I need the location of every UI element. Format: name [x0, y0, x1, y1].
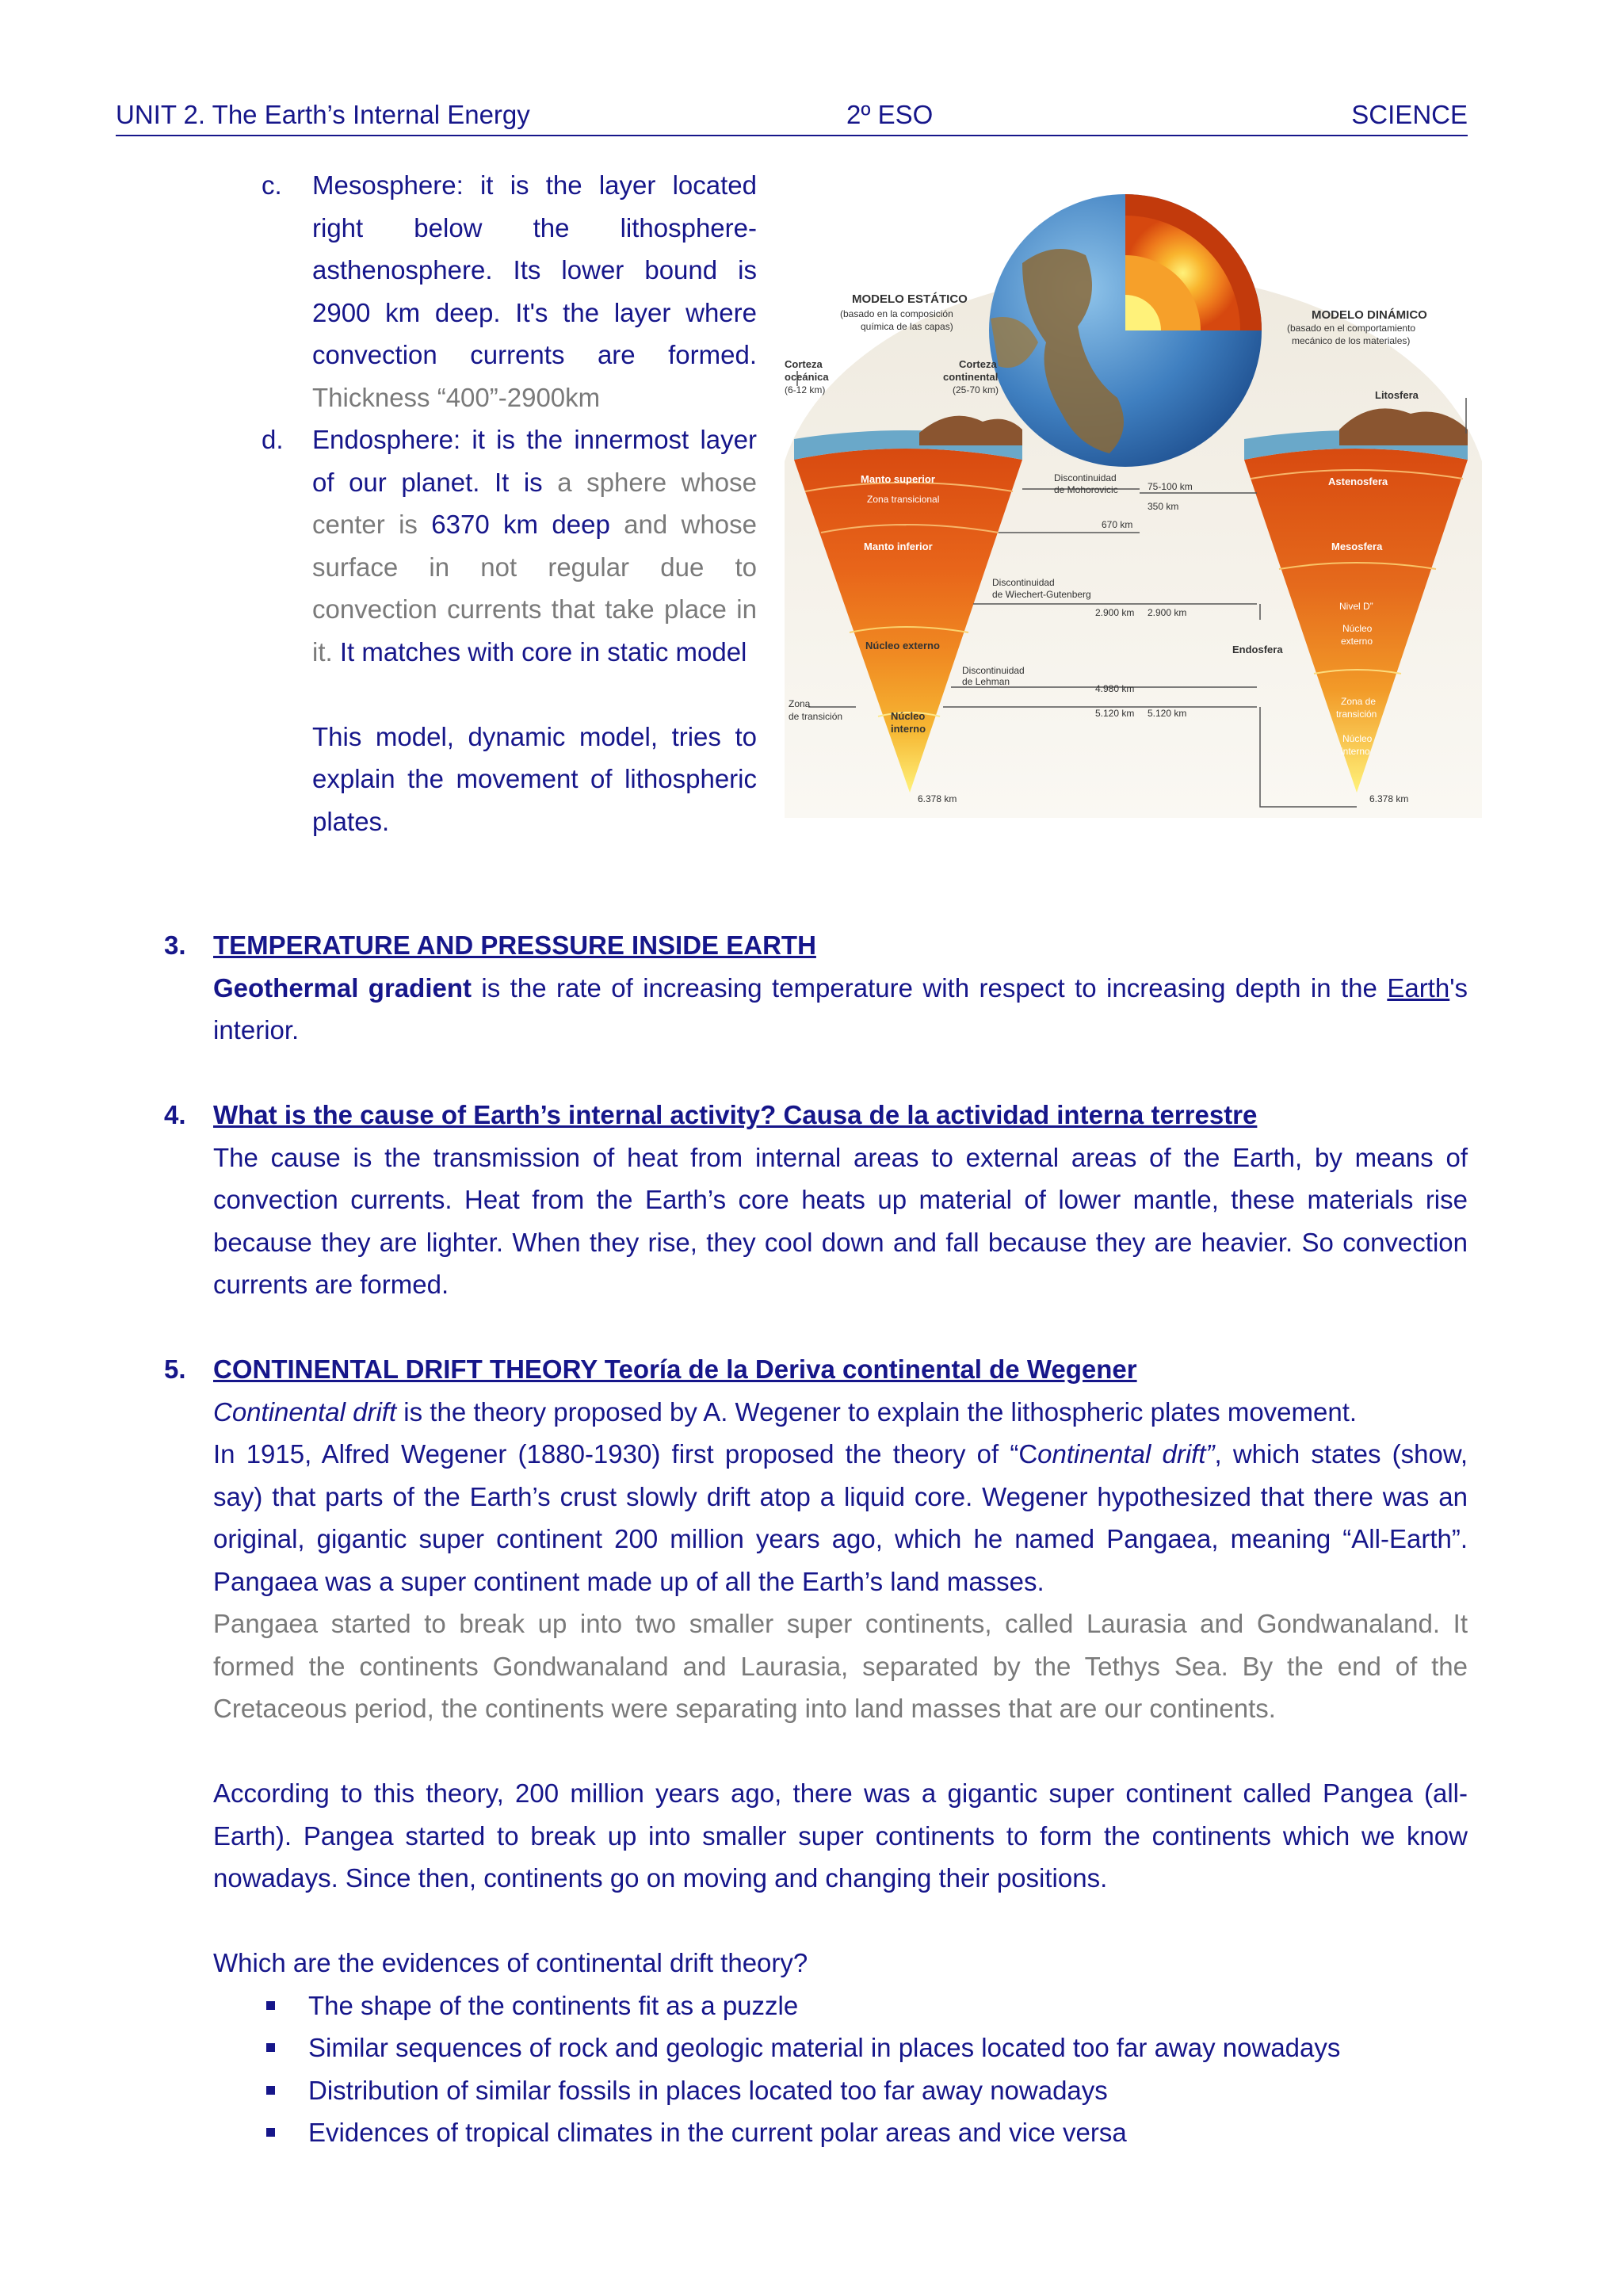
wegener-paragraph	[213, 1433, 1468, 1603]
km-6378-right: 6.378 km	[1369, 793, 1409, 804]
section-5-body	[164, 1391, 1468, 2154]
list-marker: d.	[262, 425, 284, 454]
static-model-sub2: química de las capas)	[861, 321, 953, 332]
nucleo-interno-dyn-2: interno	[1341, 746, 1370, 757]
list-item	[213, 2111, 1468, 2154]
evidence-list	[213, 1985, 1468, 2154]
zona-transicional-label: Zona transicional	[867, 494, 940, 505]
list-item	[213, 2069, 1468, 2112]
evidences-question: Which are the evidences of continental drift theory?	[213, 1948, 808, 1977]
nucleo-externo-dyn-1: Núcleo	[1342, 623, 1373, 634]
mesosfera-label: Mesosfera	[1331, 541, 1383, 552]
evidence-text: Evidences of tropical climates in the current polar areas and vice versa	[308, 2118, 1127, 2147]
drift-definition	[213, 1391, 1468, 1434]
section-number: 4.	[164, 1100, 186, 1129]
list-item	[213, 2027, 1468, 2069]
layer-list	[262, 164, 757, 842]
section-title: What is the cause of Earth’s internal activity? Causa de la actividad interna terrestre	[213, 1100, 1258, 1129]
nucleo-externo-dyn-2: externo	[1341, 636, 1373, 647]
manto-inferior-label: Manto inferior	[864, 541, 933, 552]
oceanic-crust-label-2: oceánica	[785, 371, 829, 383]
earth-link[interactable]: Earth	[1387, 972, 1450, 1003]
mesosphere-thickness: Thickness “400”-2900km	[312, 382, 601, 412]
dynamic-model-sub1: (basado en el comportamiento	[1287, 323, 1416, 334]
zona-transicion-left-1: Zona	[789, 698, 811, 709]
section-continental-drift	[164, 1348, 1468, 2154]
dynamic-model-sub2: mecánico de los materiales)	[1292, 335, 1411, 346]
header-subject: SCIENCE	[1351, 100, 1468, 129]
km-6378-left: 6.378 km	[918, 793, 957, 804]
section-3-heading	[164, 924, 1468, 967]
list-item	[213, 1985, 1468, 2027]
header-course: 2º ESO	[846, 100, 934, 129]
geothermal-gradient-term: Geothermal gradient	[213, 972, 472, 1003]
wg-label-1: Discontinuidad	[992, 577, 1055, 588]
km-4980: 4.980 km	[1095, 683, 1135, 694]
bullet-icon	[266, 2128, 275, 2137]
km-350: 350 km	[1148, 501, 1179, 512]
drift-term: Continental drift	[213, 1396, 397, 1427]
geothermal-text: is the rate of increasing temperature with respect to increasing depth in the	[472, 972, 1388, 1003]
cont-crust-label-3: (25-70 km)	[953, 384, 999, 395]
endosphere-text-4: and whose surface in not regular due to convection currents that take place in it.	[312, 510, 758, 667]
km-5120-a: 5.120 km	[1095, 708, 1135, 719]
section-5-heading	[164, 1348, 1468, 1391]
internal-activity-text: The cause is the transmission of heat from internal areas to external areas of the Earth, by means of convection currents. Heat from the Earth’s core heats up material of lower mantle, these materials rise because they are lighter. When they rise, they cool down and fall because they are heavier. So convection currents are formed.	[213, 1142, 1468, 1299]
astenosfera-label: Astenosfera	[1328, 476, 1388, 487]
section-title: TEMPERATURE AND PRESSURE INSIDE EARTH	[213, 930, 816, 960]
nucleo-interno-label-2: interno	[891, 723, 926, 735]
bullet-icon	[266, 2001, 275, 2010]
cont-crust-label-1: Corteza	[959, 358, 997, 370]
km-2900-b: 2.900 km	[1148, 607, 1187, 618]
mesosphere-text: Mesosphere: it is the layer located right below the lithosphere-asthenosphere. Its lower bound is 2900 km deep. It's the layer where convection currents are formed.	[312, 170, 757, 369]
moho-label-1: Discontinuidad	[1054, 472, 1117, 483]
moho-label-2: de Mohorovicic	[1054, 484, 1118, 495]
dynamic-model-note	[262, 716, 757, 843]
km-2900-a: 2.900 km	[1095, 607, 1135, 618]
globe-illustration	[989, 194, 1262, 467]
dynamic-model-title: MODELO DINÁMICO	[1312, 308, 1427, 322]
wegener-italic: ontinental drift”	[1037, 1439, 1215, 1469]
oceanic-crust-label-3: (6-12 km)	[785, 384, 826, 395]
km-75-100: 75-100 km	[1148, 481, 1193, 492]
layer-item-mesosphere	[262, 164, 757, 418]
static-model-sub1: (basado en la composición	[840, 308, 953, 319]
pangaea-breakup-paragraph: Pangaea started to break up into two smaller super continents, called Laurasia and Gondwanaland. It formed the continents Gondwanaland and Laurasia, separated by the Tethys Sea. By the end of the Cretaceous period, the continents were separating into land masses that are our continents.	[213, 1609, 1468, 1723]
zona-de-transicion-1: Zona de	[1341, 696, 1377, 707]
km-670: 670 km	[1102, 519, 1133, 530]
section-number: 3.	[164, 930, 186, 960]
manto-superior-label: Manto superior	[861, 473, 935, 485]
geothermal-tail: 's interior.	[213, 972, 1468, 1045]
zona-de-transicion-2: transición	[1336, 709, 1377, 720]
evidence-text: Similar sequences of rock and geologic material in places located too far away nowadays	[308, 2033, 1341, 2062]
static-model-title: MODELO ESTÁTICO	[852, 292, 968, 306]
km-5120-b: 5.120 km	[1148, 708, 1187, 719]
section-title: CONTINENTAL DRIFT THEORY Teoría de la Deriva continental de Wegener	[213, 1354, 1137, 1384]
section-internal-activity	[164, 1094, 1468, 1306]
evidence-text: The shape of the continents fit as a puzzle	[308, 1990, 799, 2020]
nucleo-interno-label-1: Núcleo	[891, 710, 926, 722]
litosfera-label: Litosfera	[1375, 389, 1419, 401]
section-4-heading	[164, 1094, 1468, 1137]
evidence-text: Distribution of similar fossils in places located too far away nowadays	[308, 2075, 1108, 2105]
nucleo-interno-dyn-1: Núcleo	[1342, 733, 1373, 744]
layer-item-endosphere	[262, 418, 757, 673]
page-header	[116, 98, 1468, 136]
bullet-icon	[266, 2086, 275, 2095]
wegener-text-a: In 1915, Alfred Wegener (1880-1930) first proposed the theory of “C	[213, 1439, 1038, 1469]
endosphere-text-5: It matches with core in static model	[339, 636, 747, 667]
wegener-text-b: , which states (show, say) that parts of the Earth’s crust slowly drift atop a liquid core. Wegener hypothesized that there was an original, gigantic super continent 200 million years ago, which he named Pangaea, meaning “All-Earth”. Pangaea was a super continent made up of all the Earth’s land masses.	[213, 1439, 1468, 1596]
theory-summary-paragraph: According to this theory, 200 million years ago, there was a gigantic super continent called Pangea (all-Earth). Pangea started to break up into smaller super continents to form the continents which we know nowadays. Since then, continents go on moving and changing their positions.	[213, 1778, 1468, 1893]
nivel-d-label: Nivel D”	[1339, 601, 1373, 612]
nucleo-externo-label: Núcleo externo	[865, 640, 940, 651]
lehman-label-1: Discontinuidad	[962, 665, 1025, 676]
zona-transicion-left-2: de transición	[789, 711, 843, 722]
dynamic-model-text: This model, dynamic model, tries to explain the movement of lithospheric plates.	[312, 721, 757, 836]
endosphere-text-1: Endosphere: it is the innermost layer of our planet. It is	[312, 425, 757, 497]
header-unit: UNIT 2. The Earth’s Internal Energy	[116, 100, 530, 129]
section-number: 5.	[164, 1354, 186, 1384]
wg-label-2: de Wiechert-Gutenberg	[992, 589, 1091, 600]
drift-definition-text: is the theory proposed by A. Wegener to explain the lithospheric plates movement.	[396, 1396, 1358, 1427]
lehman-label-2: de Lehman	[962, 676, 1010, 687]
earth-diagram-svg	[785, 192, 1482, 818]
bullet-icon	[266, 2043, 275, 2052]
oceanic-crust-label-1: Corteza	[785, 358, 823, 370]
section-3-body	[164, 967, 1468, 1052]
endosfera-label: Endosfera	[1232, 644, 1283, 655]
section-4-body	[164, 1137, 1468, 1306]
cont-crust-label-2: continental	[943, 371, 999, 383]
earth-structure-diagram	[785, 192, 1482, 818]
list-marker: c.	[262, 170, 282, 200]
endosphere-depth: 6370 km deep	[431, 510, 610, 539]
endosphere-text-2: a sphere whose center is	[312, 467, 757, 539]
section-temperature-pressure	[164, 924, 1468, 1052]
